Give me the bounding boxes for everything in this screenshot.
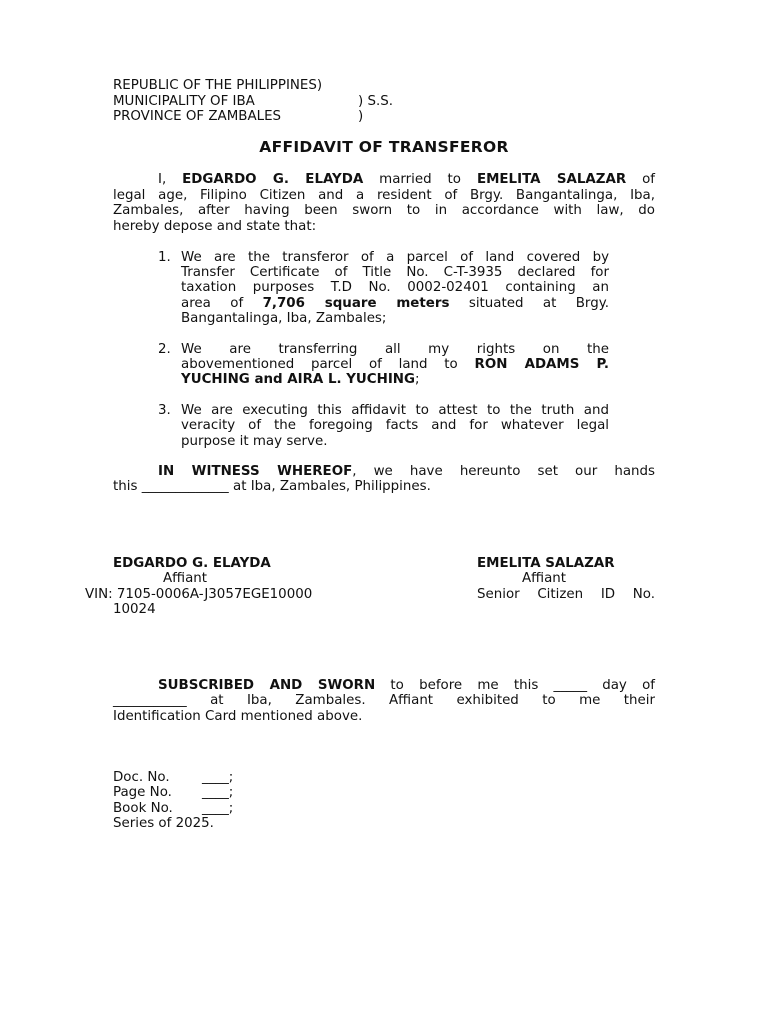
doc-no-label: Doc. No. xyxy=(113,770,170,785)
transferee-name: RON ADAMS P. xyxy=(474,357,609,372)
spouse-name: EMELITA SALAZAR xyxy=(476,172,627,187)
doc-no-value: ____; xyxy=(202,770,234,785)
caption-paren: ) xyxy=(358,109,364,124)
affiant-1-role: Affiant xyxy=(163,571,208,586)
item-3-number: 3. xyxy=(158,403,171,418)
jurat-line-3: Identification Card mentioned above. xyxy=(113,709,363,724)
item-1-number: 1. xyxy=(158,250,171,265)
intro-line-2: legal age, Filipino Citizen and a resident of Brgy. Bangantalinga, Iba, xyxy=(113,188,655,203)
item-1-line-2: Transfer Certificate of Title No. C-T-3935 declared for xyxy=(181,265,609,280)
item-text: ; xyxy=(415,372,420,387)
document-title: AFFIDAVIT OF TRANSFEROR xyxy=(259,138,509,156)
item-1-line-4 xyxy=(181,296,609,311)
page-no-label: Page No. xyxy=(113,785,172,800)
item-text: area of xyxy=(181,296,244,311)
intro-text: I, xyxy=(158,172,167,187)
item-3-line-3: purpose it may serve. xyxy=(181,434,328,449)
intro-line-1 xyxy=(158,172,655,187)
caption-ss: ) S.S. xyxy=(358,94,393,109)
item-text: situated at Brgy. xyxy=(468,296,609,311)
page-no-value: ____; xyxy=(202,785,234,800)
item-2-line-3 xyxy=(181,372,420,387)
witness-text: , we have hereunto set our hands xyxy=(352,464,655,479)
land-area: 7,706 square meters xyxy=(262,296,450,311)
item-2-line-1: We are transferring all my rights on the xyxy=(181,342,609,357)
series-label: Series of 2025. xyxy=(113,816,214,831)
witness-line-1 xyxy=(158,464,655,479)
jurat-line-1 xyxy=(158,678,655,693)
intro-line-4: hereby depose and state that: xyxy=(113,219,317,234)
item-3-line-2: veracity of the foregoing facts and for whatever legal xyxy=(181,418,609,433)
affiant-2-name: EMELITA SALAZAR xyxy=(477,556,615,571)
caption-province: PROVINCE OF ZAMBALES xyxy=(113,109,282,124)
affiant-1-name: EDGARDO G. ELAYDA xyxy=(113,556,271,571)
affiant-1-id: VIN: 7105-0006A-J3057EGE10000 xyxy=(85,587,313,602)
item-3-line-1: We are executing this affidavit to attest to the truth and xyxy=(181,403,609,418)
item-2-line-2 xyxy=(181,357,609,372)
transferee-names: YUCHING and AIRA L. YUCHING xyxy=(181,372,416,387)
jurat-heading: SUBSCRIBED AND SWORN xyxy=(158,678,376,693)
jurat-text: to before me this _____ day of xyxy=(390,678,655,693)
affiant-1-id-cont: 10024 xyxy=(113,602,156,617)
item-1-line-5: Bangantalinga, Iba, Zambales; xyxy=(181,311,387,326)
intro-text: married to xyxy=(379,172,462,187)
item-1-line-3: taxation purposes T.D No. 0002-02401 containing an xyxy=(181,280,609,295)
witness-line-2: this _____________ at Iba, Zambales, Philippines. xyxy=(113,479,431,494)
caption-republic: REPUBLIC OF THE PHILIPPINES) xyxy=(113,78,323,93)
book-no-label: Book No. xyxy=(113,801,173,816)
affiant-2-role: Affiant xyxy=(522,571,567,586)
transferor-name: EDGARDO G. ELAYDA xyxy=(182,172,364,187)
item-text: abovementioned parcel of land to xyxy=(181,357,458,372)
intro-text: of xyxy=(642,172,655,187)
witness-heading: IN WITNESS WHEREOF xyxy=(158,464,353,479)
item-1-line-1: We are the transferor of a parcel of land covered by xyxy=(181,250,609,265)
jurat-line-2: ___________ at Iba, Zambales. Affiant exhibited to me their xyxy=(113,693,655,708)
affiant-2-id: Senior Citizen ID No. xyxy=(477,587,655,602)
intro-line-3: Zambales, after having been sworn to in accordance with law, do xyxy=(113,203,655,218)
item-2-number: 2. xyxy=(158,342,171,357)
caption-municipality: MUNICIPALITY OF IBA xyxy=(113,94,255,109)
book-no-value: ____; xyxy=(202,801,234,816)
